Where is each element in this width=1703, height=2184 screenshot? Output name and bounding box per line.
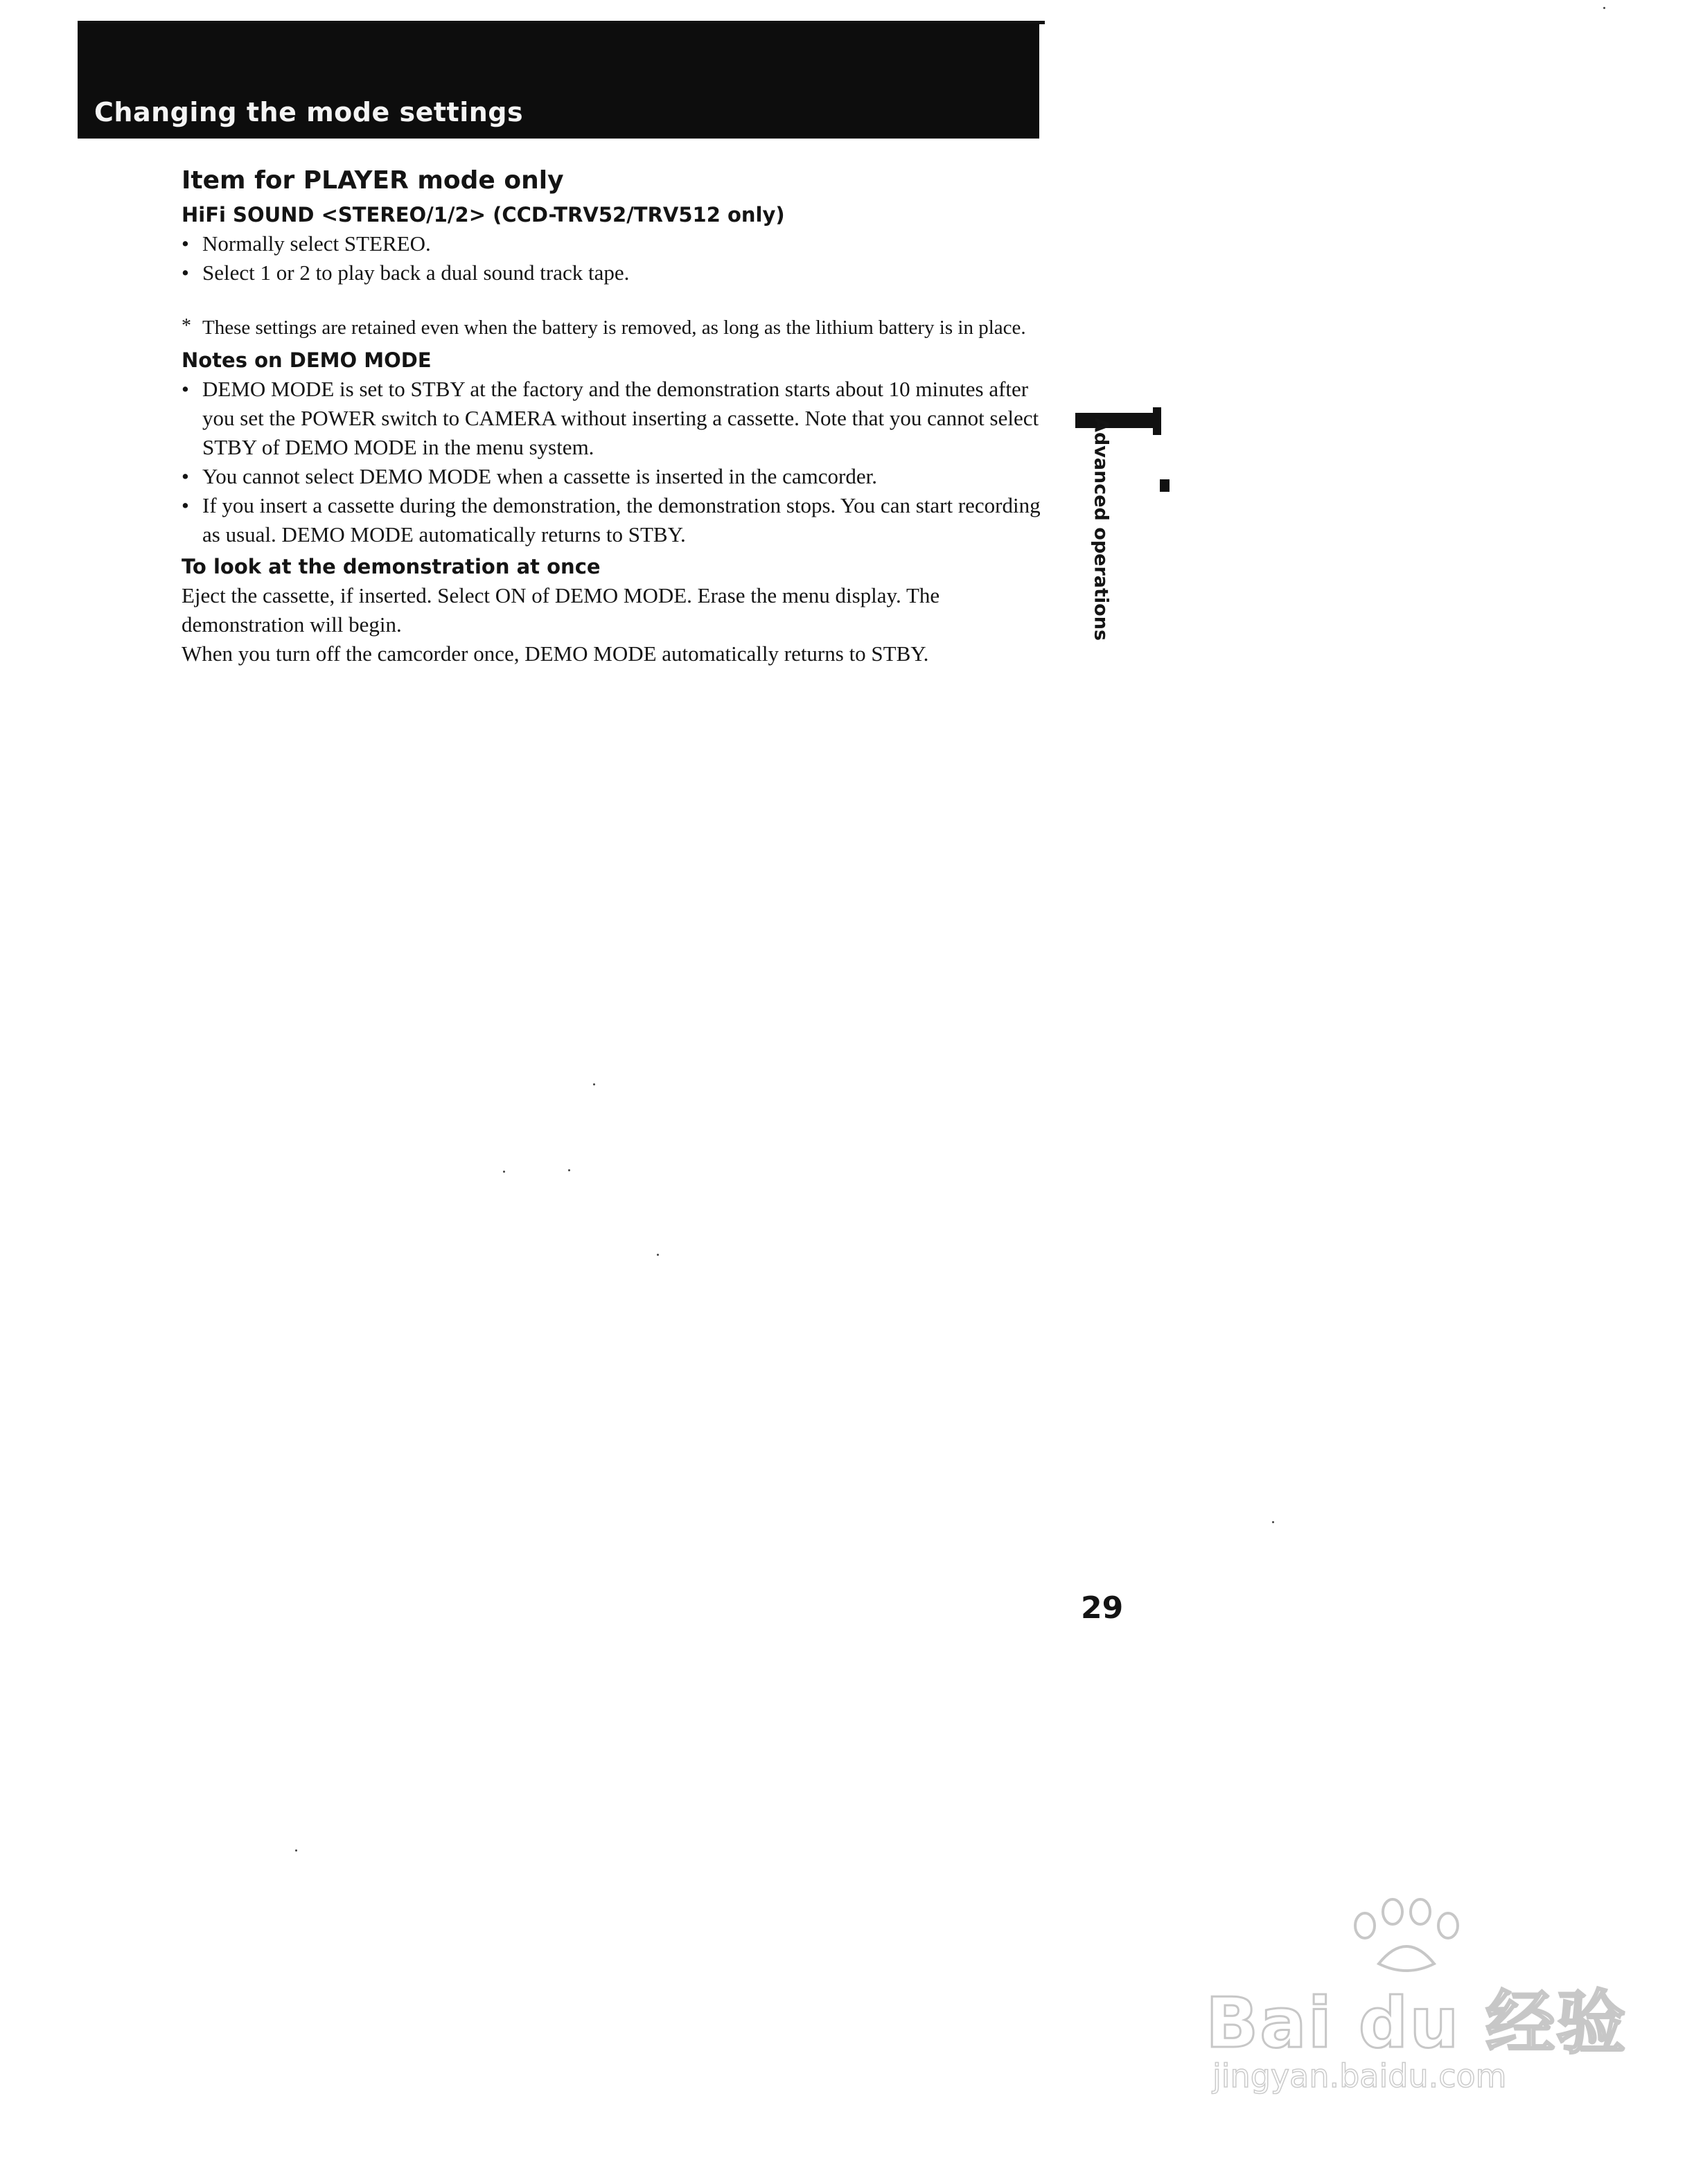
demo-notes-heading: Notes on DEMO MODE <box>182 348 432 372</box>
scan-speck <box>1272 1521 1274 1523</box>
list-item: • You cannot select DEMO MODE when a cassette is inserted in the camcorder. <box>182 462 1055 491</box>
scan-speck <box>593 1083 595 1085</box>
section-title: Changing the mode settings <box>94 97 524 127</box>
footnote-marker: * <box>182 315 191 337</box>
page-content <box>182 166 1055 668</box>
paw-icon <box>1337 1898 1476 1974</box>
list-item: • DEMO MODE is set to STBY at the factory and the demonstration starts about 10 minutes after you set the POWER switch to CAMERA without inserting a cassette. Note that you cannot select STBY of DEMO MODE in the menu system. <box>182 375 1055 462</box>
demo-notes-list <box>182 375 1055 549</box>
watermark-brand: Bai du 经验 <box>1206 1982 1627 2063</box>
footnote-text: These settings are retained even when the battery is removed, as long as the lithium battery is in place. <box>202 317 1026 339</box>
section-tab-label: Advanced operations <box>1090 417 1112 641</box>
scan-speck <box>1603 7 1605 9</box>
player-mode-heading: Item for PLAYER mode only <box>182 166 564 195</box>
demo-auto-return-paragraph: When you turn off the camcorder once, DEMO MODE automatically returns to STBY. <box>182 641 929 666</box>
section-tab-marker <box>1075 413 1160 428</box>
scan-speck <box>503 1171 505 1173</box>
hifi-bullet-list <box>182 229 1055 287</box>
list-item: • Select 1 or 2 to play back a dual sound track tape. <box>182 258 1055 287</box>
hifi-sound-heading: HiFi SOUND <STEREO/1/2> (CCD-TRV52/TRV512 only) <box>182 203 785 227</box>
edge-mark <box>1160 479 1170 492</box>
section-header-bar <box>78 24 1039 139</box>
section-tab-corner <box>1153 407 1161 435</box>
list-item: • If you insert a cassette during the demonstration, the demonstration stops. You can start recording as usual. DEMO MODE automatically returns to STBY. <box>182 491 1055 549</box>
demo-at-once-heading: To look at the demonstration at once <box>182 555 601 578</box>
watermark-url: jingyan.baidu.com <box>1212 2057 1507 2095</box>
baidu-watermark <box>1206 1898 1627 2106</box>
page-number: 29 <box>1081 1590 1124 1626</box>
scan-speck <box>295 1849 297 1852</box>
demo-at-once-paragraph: Eject the cassette, if inserted. Select ON of DEMO MODE. Erase the menu display. The demonstration will begin. <box>182 583 940 637</box>
list-item: • Normally select STEREO. <box>182 229 1055 258</box>
footnote <box>182 312 1055 343</box>
scan-speck <box>568 1169 570 1171</box>
scan-speck <box>657 1254 659 1256</box>
